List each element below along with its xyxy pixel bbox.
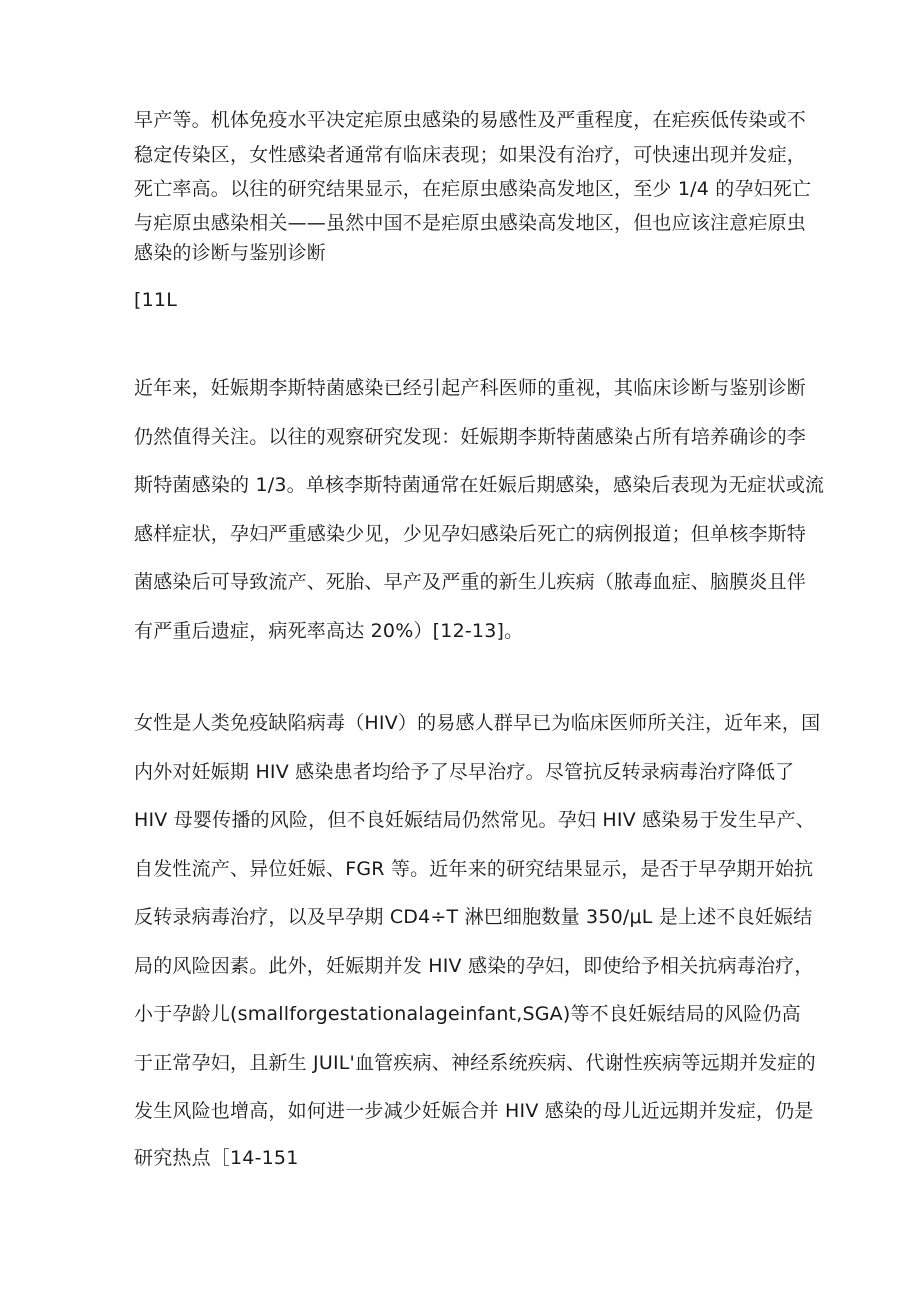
reference-11: [11L (134, 289, 177, 311)
paragraph-3-line-7: 小于孕龄儿(smallforgestationalageinfant,SGA)等不良妊娠结局的风险仍高 (134, 1003, 801, 1025)
paragraph-3-line-4: 自发性流产、异位妊娠、FGR 等。近年来的研究结果显示，是否于早孕期开始抗 (134, 858, 814, 880)
paragraph-2-line-6: 有严重后遗症，病死率高达 20%）[12-13]。 (134, 620, 524, 642)
paragraph-1-line-2: 稳定传染区，女性感染者通常有临床表现；如果没有治疗，可快速出现并发症， (134, 144, 807, 166)
paragraph-3-line-5: 反转录病毒治疗，以及早孕期 CD4÷T 淋巴细胞数量 350/μL 是上述不良妊娠结 (134, 906, 813, 928)
paragraph-2-line-3: 斯特菌感染的 1/3。单核李斯特菌通常在妊娠后期感染，感染后表现为无症状或流 (134, 474, 825, 496)
paragraph-3-line-10: 研究热点［14-151 (134, 1147, 299, 1169)
paragraph-2-line-2: 仍然值得关注。以往的观察研究发现：妊娠期李斯特菌感染占所有培养确诊的李 (134, 426, 807, 448)
paragraph-1-line-3: 死亡率高。以往的研究结果显示，在疟原虫感染高发地区，至少 1/4 的孕妇死亡 (134, 178, 812, 200)
paragraph-3-line-2: 内外对妊娠期 HIV 感染患者均给予了尽早治疗。尽管抗反转录病毒治疗降低了 (134, 761, 795, 783)
paragraph-3-line-6: 局的风险因素。此外，妊娠期并发 HIV 感染的孕妇，即使给予相关抗病毒治疗， (134, 955, 814, 977)
paragraph-1-line-5: 感染的诊断与鉴别诊断 (134, 242, 327, 264)
paragraph-3-line-9: 发生风险也增高，如何进一步减少妊娠合并 HIV 感染的母儿近远期并发症，仍是 (134, 1100, 814, 1122)
paragraph-2-line-5: 菌感染后可导致流产、死胎、早产及严重的新生儿疾病（脓毒血症、脑膜炎且伴 (134, 571, 807, 593)
paragraph-1-line-4: 与疟原虫感染相关——虽然中国不是疟原虫感染高发地区，但也应该注意疟原虫 (134, 212, 807, 234)
paragraph-2-line-1: 近年来，妊娠期李斯特菌感染已经引起产科医师的重视，其临床诊断与鉴别诊断 (134, 377, 807, 399)
paragraph-2-line-4: 感样症状，孕妇严重感染少见，少见孕妇感染后死亡的病例报道；但单核李斯特 (134, 523, 807, 545)
paragraph-3-line-1: 女性是人类免疫缺陷病毒（HIV）的易感人群早已为临床医师所关注，近年来，国 (134, 712, 821, 734)
paragraph-1-line-1: 早产等。机体免疫水平决定疟原虫感染的易感性及严重程度，在疟疾低传染或不 (134, 109, 807, 131)
paragraph-3-line-8: 于正常孕妇，且新生 JUIL'血管疾病、神经系统疾病、代谢性疾病等远期并发症的 (134, 1052, 816, 1074)
paragraph-3-line-3: HIV 母婴传播的风险，但不良妊娠结局仍然常见。孕妇 HIV 感染易于发生早产、 (134, 809, 815, 831)
